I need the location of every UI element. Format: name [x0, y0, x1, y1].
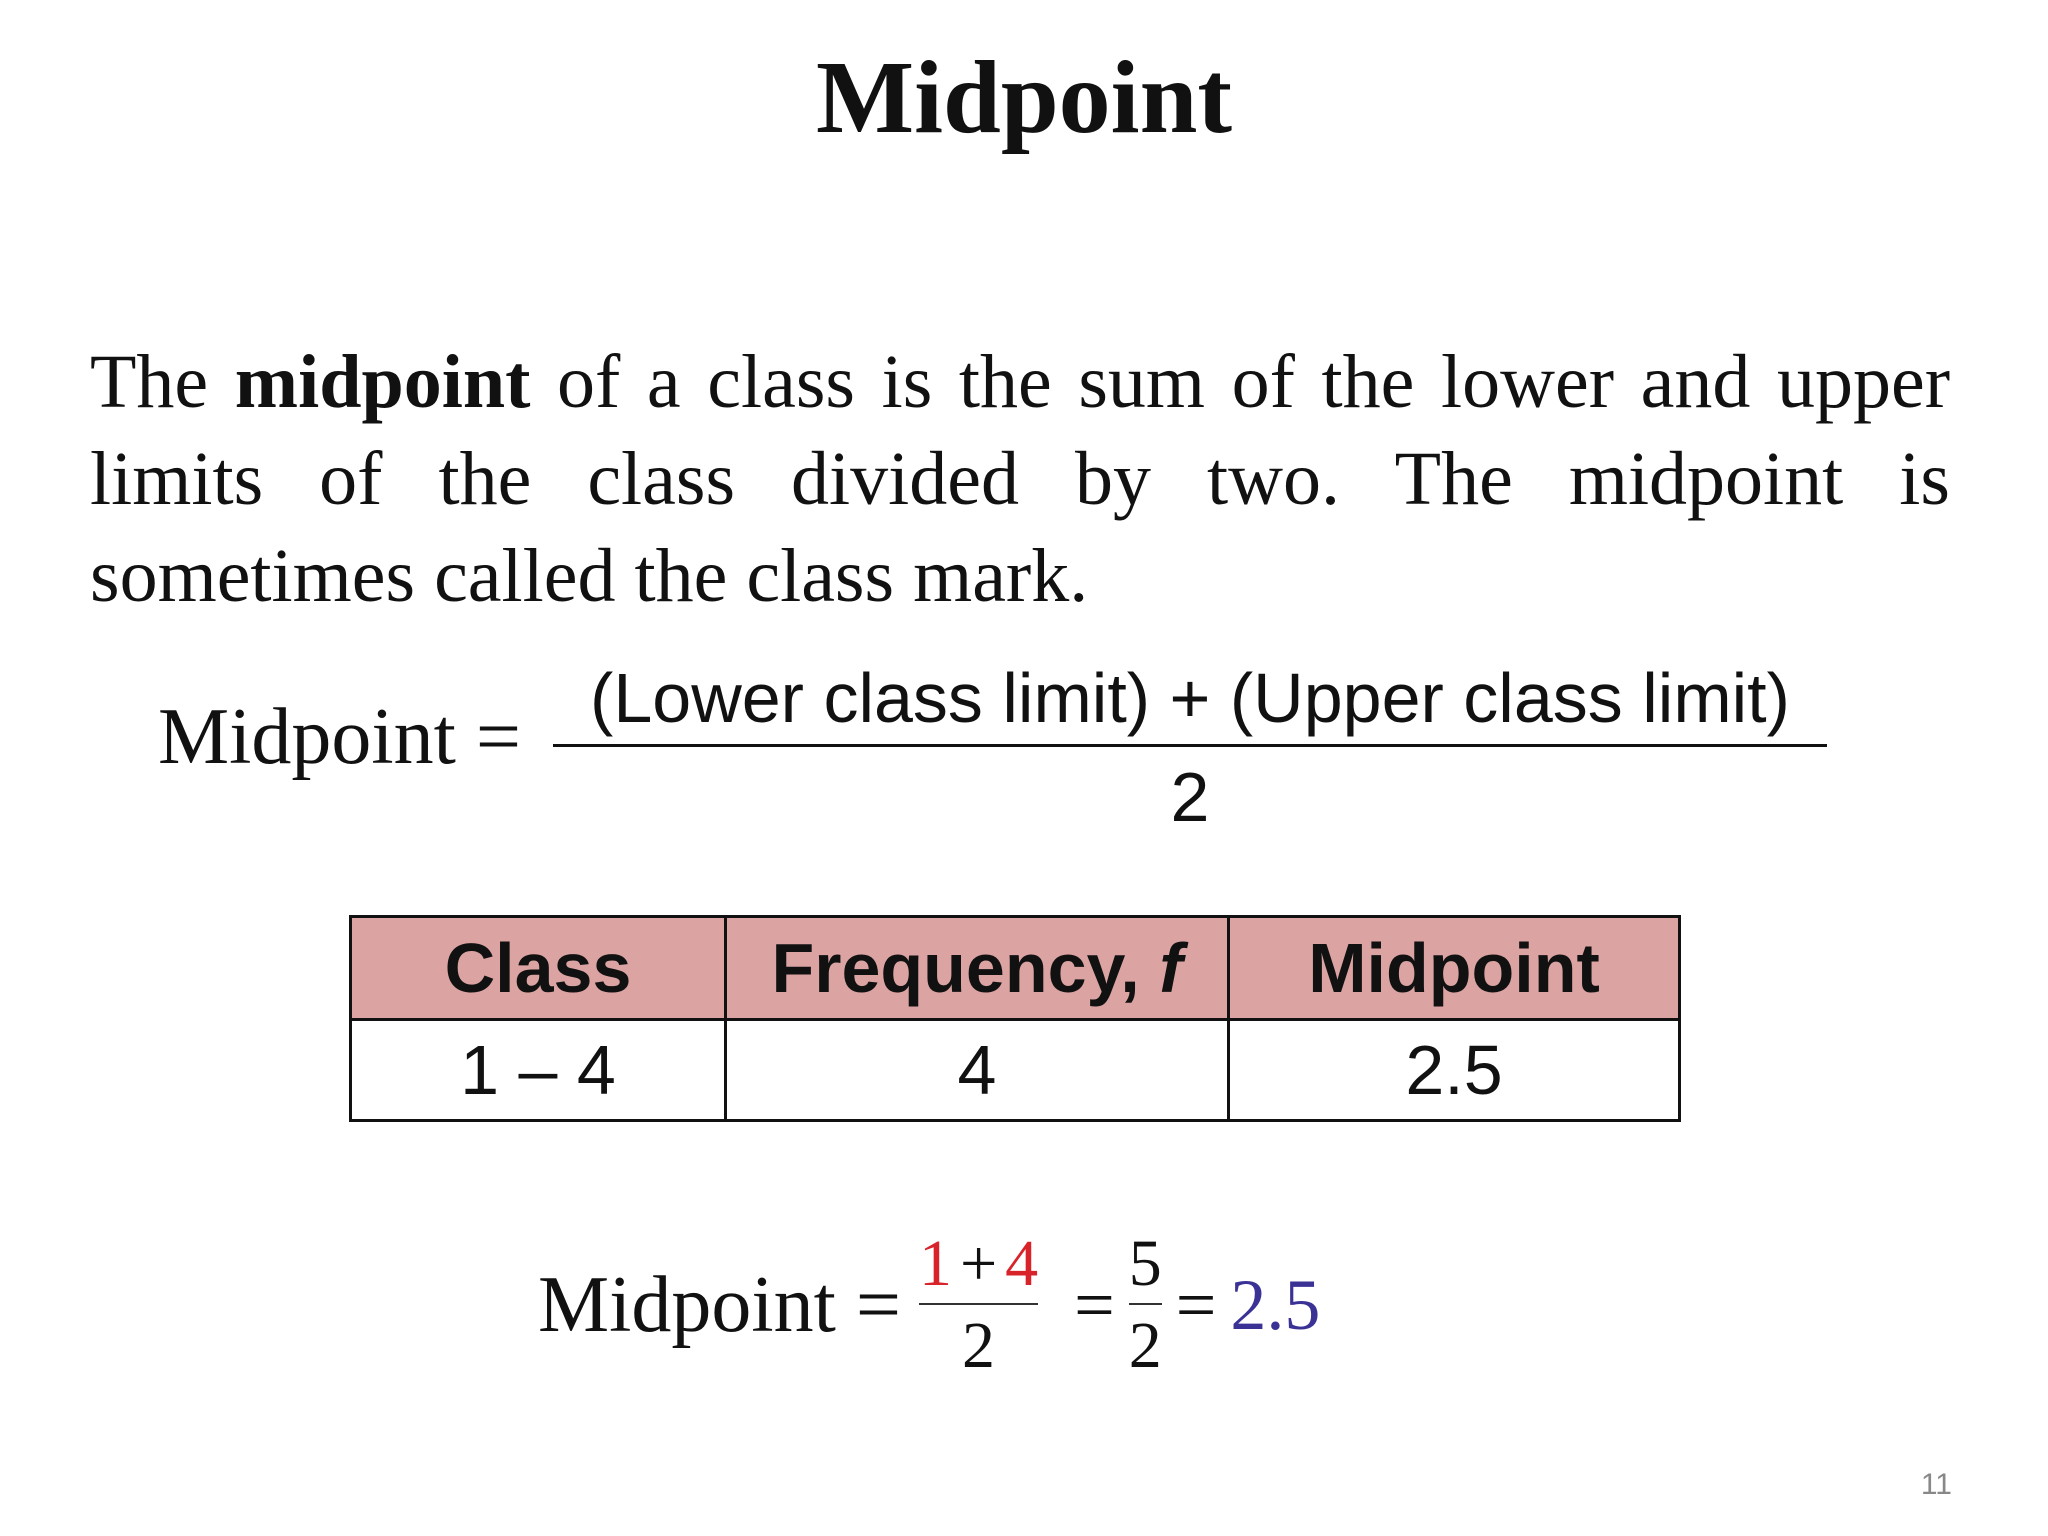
slide-title: Midpoint: [815, 40, 1233, 155]
formula-label: Midpoint =: [158, 693, 521, 781]
paragraph-bold-term: midpoint: [234, 340, 531, 424]
calc-result: 2.5: [1230, 1264, 1321, 1345]
header-frequency-f: f: [1159, 929, 1183, 1007]
calc-num-a: 1: [918, 1227, 952, 1300]
paragraph-intro: The: [90, 340, 235, 424]
table-header-row: [351, 917, 1680, 1020]
midpoint-table: [349, 915, 1681, 1122]
header-frequency-label: Frequency,: [771, 929, 1160, 1007]
formula-fraction: [553, 658, 1827, 837]
formula-denominator: 2: [1170, 758, 1210, 836]
midpoint-calculation: [538, 1225, 1320, 1385]
cell-frequency: 4: [726, 1020, 1229, 1121]
calc-equals-3: =: [1175, 1264, 1217, 1345]
calc-numerator-2: 5: [1128, 1227, 1162, 1300]
calc-equals-2: =: [1074, 1264, 1115, 1345]
calc-denominator-1: 2: [962, 1309, 996, 1382]
calc-fraction-2: [1129, 1229, 1162, 1381]
table-row: [351, 1020, 1680, 1121]
cell-class: 1 – 4: [351, 1020, 726, 1121]
header-class: Class: [351, 917, 726, 1020]
calc-numerator-1: [919, 1229, 1038, 1299]
calc-label: Midpoint =: [538, 1260, 901, 1349]
calc-fraction-bar-1: [919, 1303, 1038, 1305]
header-midpoint: Midpoint: [1229, 917, 1680, 1020]
calc-fraction-bar-2: [1129, 1303, 1162, 1305]
calc-denominator-2: 2: [1128, 1309, 1162, 1382]
header-frequency: [726, 917, 1229, 1020]
calc-num-b: 4: [1005, 1227, 1039, 1300]
paragraph-rest: of a class is the sum of the lower and upper limits of the class divided by two. The midpoint is sometimes called the class mark.: [90, 340, 1950, 618]
definition-paragraph: [90, 334, 1950, 625]
formula-fraction-bar: [553, 744, 1827, 747]
formula-numerator: (Lower class limit) + (Upper class limit): [590, 659, 1790, 737]
page-number: 11: [1920, 1468, 1952, 1501]
calc-plus: +: [959, 1227, 998, 1300]
cell-midpoint: 2.5: [1229, 1020, 1680, 1121]
calc-fraction-1: [919, 1229, 1038, 1381]
